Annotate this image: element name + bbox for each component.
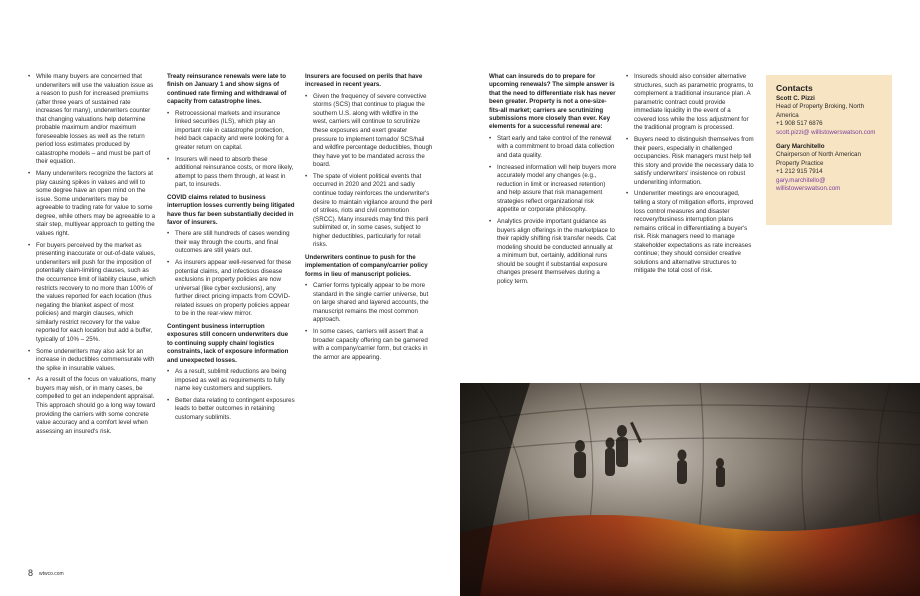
contact-phone[interactable]: +1 212 915 7914: [776, 168, 823, 176]
list-item: • Carrier forms typically appear to be more standard in the single carrier universe, but on large shared and layered accounts, the manuscript remains the most common approach.: [305, 282, 433, 325]
bullet-list: [305, 282, 433, 362]
column-4: [489, 73, 617, 290]
list-item: • In some cases, carriers will assert that a broader capacity offering can be garnered with a company/carrier form, but cracks in the armor are appearing.: [305, 328, 433, 362]
bullet-list: [28, 73, 156, 436]
contacts-box: [766, 75, 892, 225]
balloon-photo: [460, 383, 920, 596]
list-item: • Some underwriters may also ask for an increase in deductibles commensurate with the spike in insurable values.: [28, 348, 156, 374]
bullet-list: [489, 135, 617, 287]
list-item: • As a result of the focus on valuations, many buyers may wish, or in many cases, be compelled to get an independent appraisal. This approach should go a long way toward providing the carriers with some concrete value accuracy and a comfort level when assessing an insured's risk.: [28, 376, 156, 436]
column-5: [626, 73, 754, 279]
list-item: • Buyers need to distinguish themselves from their peers, especially in challenged occupancies. Risk managers must help tell this story and provide the necessary data to satisfy underwriters' insistence on robust underwriting information.: [626, 136, 754, 187]
contacts-title: Contacts: [776, 83, 813, 93]
list-item: • The spate of violent political events that occurred in 2020 and 2021 and sadly continue today reinforces the underwriter's desire to maintain vigilance around the peril of strikes, riots and civil commotion (SRCC). Many insureds may find this peril sublimited or, in some cases, subject to higher deductibles, particularly for retail risks.: [305, 173, 433, 250]
bullet-list: [626, 73, 754, 276]
bullet-list: [167, 368, 295, 422]
list-item: • Analytics provide important guidance as buyers align offerings in the marketplace to their rapidly shifting risk transfer needs. Cat modeling should be conducted annually at a minimum but, certainly, additional runs should be sought if substantial exposure changes present themselves during a policy term.: [489, 218, 617, 286]
list-item: • As a result, sublimit reductions are being imposed as well as requirements to fully name key customers and suppliers.: [167, 368, 295, 394]
section-heading: What can insureds do to prepare for upcoming renewals? The simple answer is that the need to differentiate risk has never been greater. Property is not a one-size-fits-all market; carriers are scrutinizing submissions more closely than ever. Key elements for a successful renewal are:: [489, 73, 616, 131]
bullet-list: [305, 93, 433, 250]
list-item: • As insurers appear well-reserved for these potential claims, and infectious disease exclusions in property policies are now universal (like cyber exclusions), any further direct pricing impacts from COVID-related issues on property policies appear to be in the rear-view mirror.: [167, 259, 295, 319]
contact-card: [776, 143, 882, 193]
balloon-interior-image: [460, 383, 920, 596]
section-heading: Underwriters continue to push for the implementation of company/carrier policy forms in lieu of manuscript policies.: [305, 253, 428, 278]
list-item: • Insurers will need to absorb these additional reinsurance costs, or more likely, attempt to pass them through, at least in part, to insureds.: [167, 156, 295, 190]
list-item: • Start early and take control of the renewal with a commitment to broad data collection and data quality.: [489, 135, 617, 161]
list-item: • Given the frequency of severe convective storms (SCS) that continue to plague the southern U.S. along with wildfire in the west, carriers will continue to scrutinize these exposures and exert greater pressure to implement tornado/ SCS/hail and wildfire percentage deductibles, though they have yet to be mandated across the board.: [305, 93, 433, 170]
contact-email-link[interactable]: gary.marchitello@ willistowerswatson.com: [776, 176, 841, 193]
bullet-list: [167, 110, 295, 190]
list-item: • Better data relating to contingent exposures leads to better outcomes in retaining customary sublimits.: [167, 397, 295, 423]
contact-name: Gary Marchitello: [776, 143, 825, 151]
contact-name: Scott C. Pizzi: [776, 95, 815, 102]
contact-role: Head of Property Broking, North America: [776, 103, 865, 119]
contact-email-link[interactable]: scott.pizzi@ willistowerswatson.com: [776, 128, 876, 136]
section-heading: Insurers are focused on perils that have increased in recent years.: [305, 73, 423, 89]
page-footer: [28, 568, 64, 578]
contact-card: [776, 95, 882, 137]
contact-phone[interactable]: +1 908 517 6876: [776, 120, 823, 128]
column-3: [305, 73, 433, 365]
bullet-list: [167, 230, 295, 319]
list-item: • There are still hundreds of cases wending their way through the courts, and final outcomes are still years out.: [167, 230, 295, 256]
list-item: • Increased information will help buyers more accurately model any changes (e.g., reduction in limit or increased retention) and help assure that risk management strategies reflect organizational risk appetite or corporate philosophy.: [489, 164, 617, 215]
section-heading: COVID claims related to business interruption losses currently being litigated have thus far been substantially decided in favor of insurers.: [167, 193, 295, 226]
list-item: • While many buyers are concerned that underwriters will use the valuation issue as a reason to push for increased premiums (after three years of sustained rate increases for many), underwriters counter that changing valuations help determine probable maximum and/or maximum foreseeable losses as well as the return period loss estimates produced by catastrophe models – and must be part of their equation.: [28, 73, 156, 167]
site-url[interactable]: wtwco.com: [38, 571, 64, 578]
list-item: • For buyers perceived by the market as presenting inaccurate or out-of-date values, underwriters will push for the imposition of potentially claim-limiting clauses, such as the occurrence limit of liability clause, which restricts recovery to no more than 100% of the values reported for each location (thus negating the blanket aspect of most policies) and margin clauses, which similarly restrict recovery for the value reported for each location but add a buffer, typically of 10% – 25%.: [28, 242, 156, 345]
list-item: • Many underwriters recognize the factors at play causing spikes in values and will to some degree have an open mind on the issue. Some underwriters may be agreeable to trading rate for value to some degree, while others may be agreeable to a stair step, multiyear approach to getting the values right.: [28, 170, 156, 238]
list-item: • Underwriter meetings are encouraged, telling a story of mitigation efforts, improved loss control measures and disaster recovery/business interruption plans remains critical in differentiating a buyer's risk. Risk managers need to manage stakeholder expectations as rate increases continue; they should consider creative solutions and alternative structures to mitigate the total cost of risk.: [626, 190, 754, 275]
section-heading: Treaty reinsurance renewals were late to finish on January 1 and show signs of continued rate firming and withdrawal of capacity from catastrophe lines.: [167, 73, 287, 106]
list-item: • Retrocessional markets and insurance linked securities (ILS), which play an important role in catastrophe protection, held back capacity and were looking for a greater return on capital.: [167, 110, 295, 153]
page-number: 8: [28, 568, 34, 578]
section-heading: Contingent business interruption exposures still concern underwriters due to continuing supply chain/ logistics constraints, lack of exposure information and unexpected losses.: [167, 323, 289, 364]
list-item: • Insureds should also consider alternative structures, such as parametric programs, to complement a traditional insurance plan. A parametric contract could provide immediate liquidity in the event of a covered loss while the loss adjustment for the traditional program is processed.: [626, 73, 754, 133]
column-2: [167, 73, 295, 426]
contact-role: Chairperson of North American Property Practice: [776, 151, 861, 167]
column-1: [28, 73, 156, 439]
